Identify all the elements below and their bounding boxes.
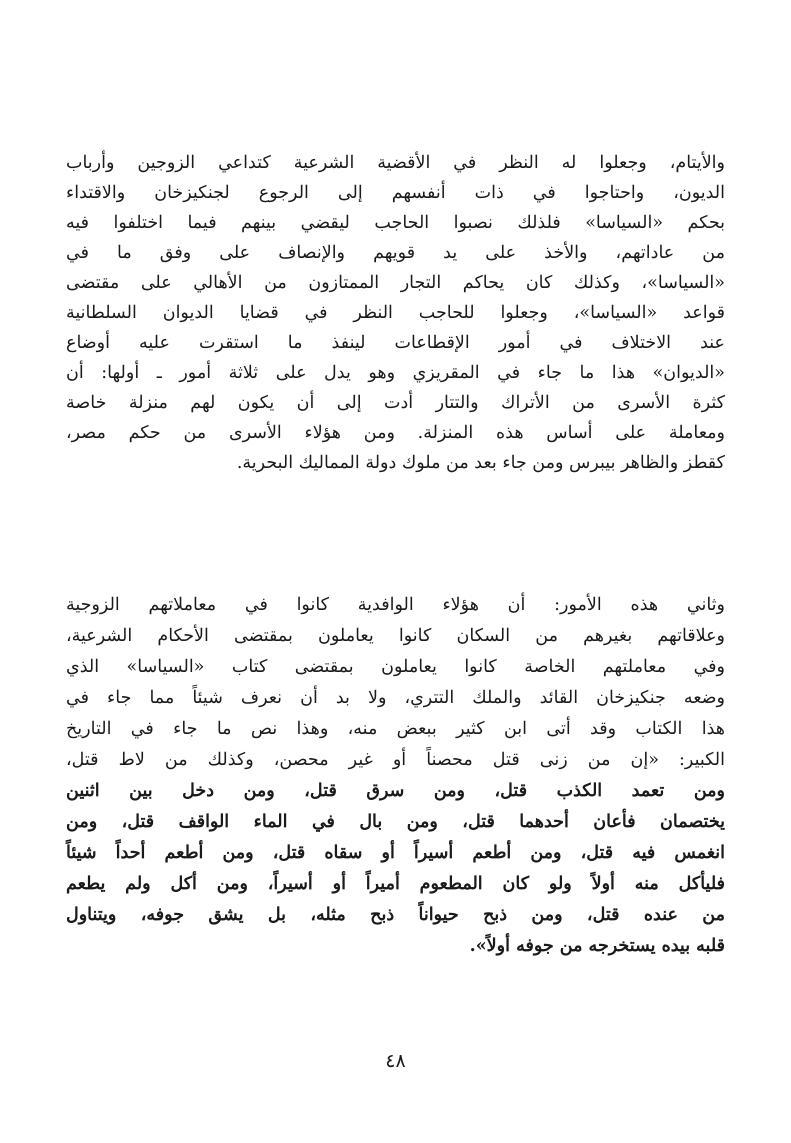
text-line: وعلاقاتهم بغيرهم من السكان كانوا يعاملون بمقتضى الأحكام الشرعية، (66, 626, 725, 646)
text-line: بحكم «السياسا» فلذلك نصبوا الحاجب ليقضي بينهم فيما اختلفوا فيه (66, 213, 725, 233)
quote-line: ومن تعمد الكذب قتل، ومن سرق قتل، ومن دخل بين اثنين (66, 781, 725, 801)
text-line: عند الاختلاف في أمور الإقطاعات لينفذ ما استقرت عليه أوضاع (66, 333, 725, 353)
paragraph-2 (66, 590, 725, 962)
text-line: هذا الكتاب وقد أتى ابن كثير ببعض منه، وهذا نص ما جاء في التاريخ (66, 719, 725, 739)
quote-line: من عنده قتل، ومن ذبح حيواناً ذبح مثله، بل يشق جوفه، ويتناول (66, 905, 725, 925)
text-line: وثاني هذه الأمور: أن هؤلاء الوافدية كانوا في معاملاتهم الزوجية (66, 595, 725, 615)
paragraph-1 (66, 148, 725, 478)
text-line: ومعاملة على أساس هذه المنزلة. ومن هؤلاء الأسرى من حكم مصر، (66, 423, 725, 443)
quote-line: فليأكل منه أولاً ولو كان المطعوم أميراً أو أسيراً، ومن أكل ولم يطعم (66, 874, 725, 894)
quote-line: انغمس فيه قتل، ومن أطعم أسيراً أو سقاه قتل، ومن أطعم أحداً شيئاً (66, 843, 725, 863)
quote-line: يختصمان فأعان أحدهما قتل، ومن بال في الماء الواقف قتل، ومن (66, 812, 725, 832)
text-line: وفي معاملتهم الخاصة كانوا يعاملون بمقتضى كتاب «السياسا» الذي (66, 657, 725, 677)
text-line: الكبير: «إن من زنى قتل محصناً أو غير محصن، وكذلك من لاط قتل، (66, 750, 725, 770)
text-line: الديون، واحتاجوا في ذات أنفسهم إلى الرجوع لجنكيزخان والاقتداء (66, 183, 725, 203)
text-line: وضعه جنكيزخان القائد والملك التتري، ولا بد أن نعرف شيئاً مما جاء في (66, 688, 725, 708)
quote-line: قلبه بيده يستخرجه من جوفه أولاً». (469, 936, 725, 956)
text-line: كثرة الأسرى من الأتراك والتتار أدت إلى أن يكون لهم منزلة خاصة (66, 393, 725, 413)
text-line: «الديوان» هذا ما جاء في المقريزي وهو يدل على ثلاثة أمور ـ أولها: أن (66, 363, 725, 383)
text-line: والأيتام، وجعلوا له النظر في الأقضية الشرعية كتداعي الزوجين وأرباب (66, 153, 725, 173)
text-line: كقطز والظاهر بيبرس ومن جاء بعد من ملوك دولة المماليك البحرية. (236, 453, 725, 473)
page-number: ٤٨ (385, 1050, 406, 1072)
text-line: «السياسا»، وكذلك كان يحاكم التجار الممتازون من الأهالي على مقتضى (66, 273, 725, 293)
text-line: قواعد «السياسا»، وجعلوا للحاجب النظر في قضايا الديوان السلطانية (66, 303, 725, 323)
text-line: من عاداتهم، والأخذ على يد قويهم والإنصاف على وفق ما في (66, 243, 725, 263)
